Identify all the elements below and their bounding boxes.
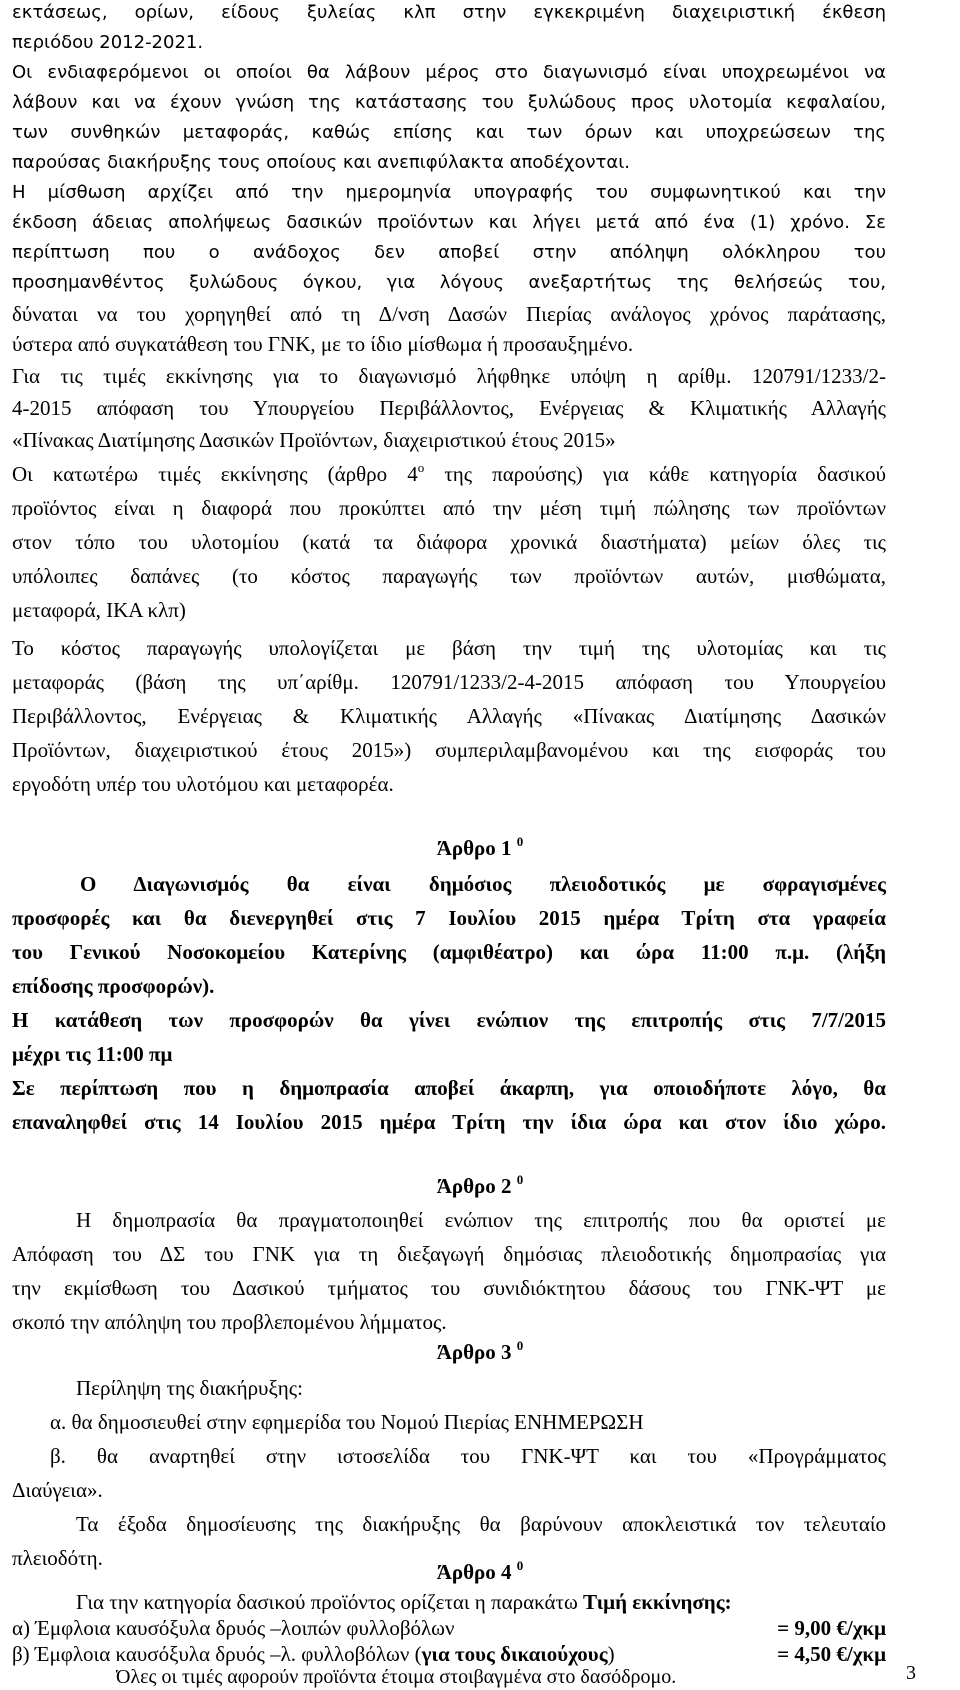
price-row-b	[12, 1642, 886, 1667]
text-line: Τα έξοδα δημοσίευσης της διακήρυξης θα βαρύνουν αποκλειστικά τον τελευταίο	[76, 1512, 886, 1536]
price-value: = 9,00 €/χκμ	[777, 1616, 886, 1640]
price-note	[116, 1666, 960, 1689]
text-line: επίδοσης προσφορών).	[12, 974, 215, 998]
text-line: δύναται να του χορηγηθεί από τη Δ/νση Δασών Πιερίας ανάλογος χρόνος παράτασης,	[12, 302, 886, 326]
text-line: μεταφοράς (βάση της υπ΄αρίθμ. 120791/1233/2-4-2015 απόφαση του Υπουργείου	[12, 670, 886, 694]
article-1-heading	[0, 836, 960, 861]
heading-text: Άρθρο 4	[436, 1560, 512, 1584]
text-line: μεταφορά, ΙΚΑ κλπ)	[12, 598, 186, 622]
text-line: έκδοση άδειας απολήψεως δασικών προϊόντων και λήγει μετά από ένα (1) χρόνο. Σε	[12, 212, 886, 233]
text-line: στον τόπο του υλοτομίου (κατά τα διάφορα χρονικά διαστήματα) μείων όλες τις	[12, 530, 886, 554]
superscript: 0	[516, 1340, 524, 1353]
text-line: Η δημοπρασία θα πραγματοποιηθεί ενώπιον της επιτροπής που θα οριστεί με	[76, 1208, 886, 1232]
text-line: σκοπό την απόληψη του προβλεπομένου λήμματος.	[12, 1310, 447, 1334]
heading-text: Άρθρο 2	[436, 1174, 512, 1198]
text-line: την εκμίσθωση του Δασικού τμήματος του συνιδιόκτητου δάσους του ΓΝΚ-ΨΤ με	[12, 1276, 886, 1300]
text-line: β. θα αναρτηθεί στην ιστοσελίδα του ΓΝΚ-ΨΤ και του «Προγράμματος	[50, 1444, 886, 1468]
price-row-a	[12, 1616, 886, 1641]
text-line	[12, 462, 886, 487]
text-line: πλειοδότη.	[12, 1546, 103, 1570]
article-3-heading	[0, 1340, 960, 1365]
text-line: περιόδου 2012-2021.	[12, 32, 204, 53]
superscript: ο	[417, 462, 425, 475]
text-span: Όλες οι τιμές αφορούν προϊόντα έτοιμα στοιβαγμένα στο δασόδρομο.	[116, 1666, 677, 1688]
price-item-label: β) Έμφλοια καυσόξυλα δρυός –λ. φυλλοβόλων (	[12, 1642, 422, 1666]
page-number: 3	[906, 1662, 916, 1684]
heading-text: Άρθρο 3	[436, 1340, 512, 1364]
text-line: προσημανθέντος ξυλώδους όγκου, για λόγους ανεξαρτήτως της θελήσεώς του,	[12, 272, 886, 293]
beneficiaries-label: για τους δικαιούχους	[421, 1642, 608, 1666]
article-2-heading	[0, 1174, 960, 1199]
superscript: 0	[516, 836, 524, 849]
text-line: επαναληφθεί στις 14 Ιουλίου 2015 ημέρα Τρίτη την ίδια ώρα και στον ίδιο χώρο.	[12, 1110, 886, 1134]
text-line: Περίληψη της διακήρυξης:	[76, 1376, 303, 1400]
text-line: ύστερα από συγκατάθεση του ΓΝΚ, με το ίδιο μίσθωμα ή προσαυξημένο.	[12, 332, 634, 356]
text-line: Ο Διαγωνισμός θα είναι δημόσιος πλειοδοτικός με σφραγισμένες	[80, 872, 886, 896]
text-line: των συνθηκών μεταφοράς, καθώς επίσης και των όρων και υποχρεώσεων της	[12, 122, 886, 143]
text-span: Οι κατωτέρω τιμές εκκίνησης (άρθρο 4	[12, 462, 418, 486]
text-line: Για τις τιμές εκκίνησης για το διαγωνισμό λήφθηκε υπόψη η αρίθμ. 120791/1233/2-	[12, 364, 886, 388]
text-line: α. θα δημοσιευθεί στην εφημερίδα του Νομού Πιερίας ΕΝΗΜΕΡΩΣΗ	[50, 1410, 644, 1434]
starting-price-label: Τιμή εκκίνησης:	[583, 1590, 732, 1614]
text-line: προσφορές και θα διενεργηθεί στις 7 Ιουλίου 2015 ημέρα Τρίτη στα γραφεία	[12, 906, 886, 930]
text-line: μέχρι τις 11:00 πμ	[12, 1042, 173, 1066]
superscript: 0	[516, 1174, 524, 1187]
text-line: προϊόντος είναι η διαφορά που προκύπτει από την μέση τιμή πώλησης των προϊόντων	[12, 496, 886, 520]
text-line: Η μίσθωση αρχίζει από την ημερομηνία υπογραφής του συμφωνητικού και την	[12, 182, 886, 203]
text-line: Διαύγεια».	[12, 1478, 103, 1502]
text-line: «Πίνακας Διατίμησης Δασικών Προϊόντων, διαχειριστικού έτους 2015»	[12, 428, 616, 452]
text-line: υπόλοιπες δαπάνες (το κόστος παραγωγής των προϊόντων αυτών, μισθώματα,	[12, 564, 886, 588]
text-line	[76, 1590, 950, 1615]
superscript: 0	[516, 1560, 524, 1573]
text-span: της παρούσης) για κάθε κατηγορία δασικού	[424, 462, 886, 486]
text-span: )	[607, 1642, 615, 1666]
text-line: εκτάσεως, ορίων, είδους ξυλείας κλπ στην εγκεκριμένη διαχειριστική έκθεση	[12, 2, 886, 23]
text-line: Το κόστος παραγωγής υπολογίζεται με βάση την τιμή της υλοτομίας και τις	[12, 636, 886, 660]
price-value: = 4,50 €/χκμ	[777, 1642, 886, 1666]
text-line: περίπτωση που ο ανάδοχος δεν αποβεί στην απόληψη ολόκληρου του	[12, 242, 886, 263]
text-line: 4-2015 απόφαση του Υπουργείου Περιβάλλοντος, Ενέργειας & Κλιματικής Αλλαγής	[12, 396, 886, 420]
text-line: Οι ενδιαφερόμενοι οι οποίοι θα λάβουν μέρος στο διαγωνισμό είναι υποχρεωμένοι να	[12, 62, 886, 83]
text-line: εργοδότη υπέρ του υλοτόμου και μεταφορέα.	[12, 772, 394, 796]
text-line: Περιβάλλοντος, Ενέργειας & Κλιματικής Αλλαγής «Πίνακας Διατίμησης Δασικών	[12, 704, 886, 728]
text-line: Η κατάθεση των προσφορών θα γίνει ενώπιον της επιτροπής στις 7/7/2015	[12, 1008, 886, 1032]
text-line: λάβουν και να έχουν γνώση της κατάστασης του ξυλώδους προς υλοτομία κεφαλαίου,	[12, 92, 886, 113]
text-line: Απόφαση του ΔΣ του ΓΝΚ για τη διεξαγωγή δημόσιας πλειοδοτικής δημοπρασίας για	[12, 1242, 886, 1266]
text-span: Για την κατηγορία δασικού προϊόντος ορίζεται η παρακάτω	[76, 1590, 584, 1614]
heading-text: Άρθρο 1	[436, 836, 512, 860]
text-line: παρούσας διακήρυξης τους οποίους και ανεπιφύλακτα αποδέχονται.	[12, 152, 631, 173]
text-line: Σε περίπτωση που η δημοπρασία αποβεί άκαρπη, για οποιοδήποτε λόγο, θα	[12, 1076, 886, 1100]
text-line: του Γενικού Νοσοκομείου Κατερίνης (αμφιθέατρο) και ώρα 11:00 π.μ. (λήξη	[12, 940, 886, 964]
text-line: Προϊόντων, διαχειριστικού έτους 2015») συμπεριλαμβανομένου και της εισφοράς του	[12, 738, 886, 762]
price-item-label: α) Έμφλοια καυσόξυλα δρυός –λοιπών φυλλοβόλων	[12, 1616, 455, 1640]
article-4-heading	[0, 1560, 960, 1585]
